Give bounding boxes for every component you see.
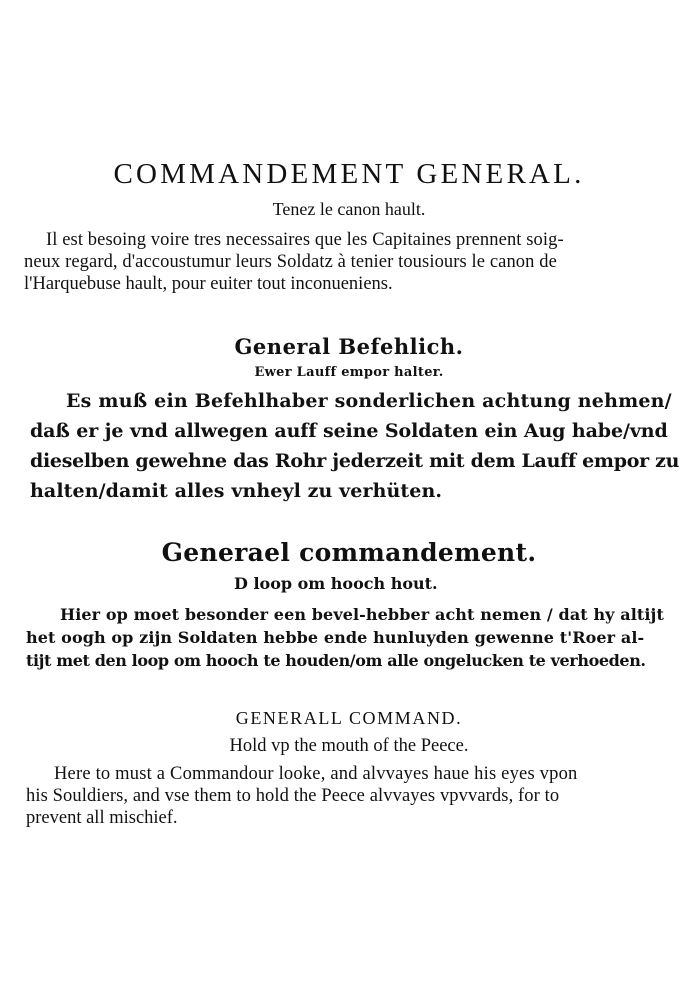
german-title: General Befehlich.: [234, 334, 464, 359]
dutch-title: Generael commandement.: [161, 538, 537, 567]
english-body-line: prevent all mischief.: [26, 808, 178, 828]
english-title: GENERALL COMMAND.: [235, 708, 463, 728]
german-subtitle: Ewer Lauff empor halter.: [254, 365, 444, 380]
french-body-line: l'Harquebuse hault, pour euiter tout inconueniens.: [24, 274, 393, 294]
english-body-line: his Souldiers, and vse them to hold the Peece alvvayes vpvvards, for to: [26, 786, 560, 806]
french-title: COMMANDEMENT GENERAL.: [113, 158, 585, 190]
english-subtitle: Hold vp the mouth of the Peece.: [229, 736, 469, 756]
english-body-line: Here to must a Commandour looke, and alvvayes haue his eyes vpon: [54, 764, 578, 784]
dutch-body-line: Hier op moet besonder een bevel-hebber acht nemen / dat hy altijt: [60, 605, 664, 624]
german-body-line: dieselben gewehne das Rohr jederzeit mit dem Lauff empor zu: [30, 450, 680, 472]
dutch-body-line: tijt met den loop om hooch te houden/om alle ongelucken te verhoeden.: [26, 651, 646, 670]
german-body-line: Es muß ein Befehlhaber sonderlichen achtung nehmen/: [66, 390, 672, 412]
french-subtitle: Tenez le canon hault.: [272, 199, 426, 219]
dutch-body-line: het oogh op zijn Soldaten hebbe ende hunluyden gewenne t'Roer al-: [26, 628, 645, 647]
german-body-line: halten/damit alles vnheyl zu verhüten.: [30, 480, 443, 502]
german-body-line: daß er je vnd allwegen auff seine Soldaten ein Aug habe/vnd: [30, 420, 668, 442]
dutch-subtitle: D loop om hooch hout.: [234, 574, 438, 593]
french-body-line: Il est besoing voire tres necessaires que les Capitaines prennent soig-: [46, 230, 564, 250]
french-body-line: neux regard, d'accoustumur leurs Soldatz à tenier tousiours le canon de: [24, 252, 557, 272]
